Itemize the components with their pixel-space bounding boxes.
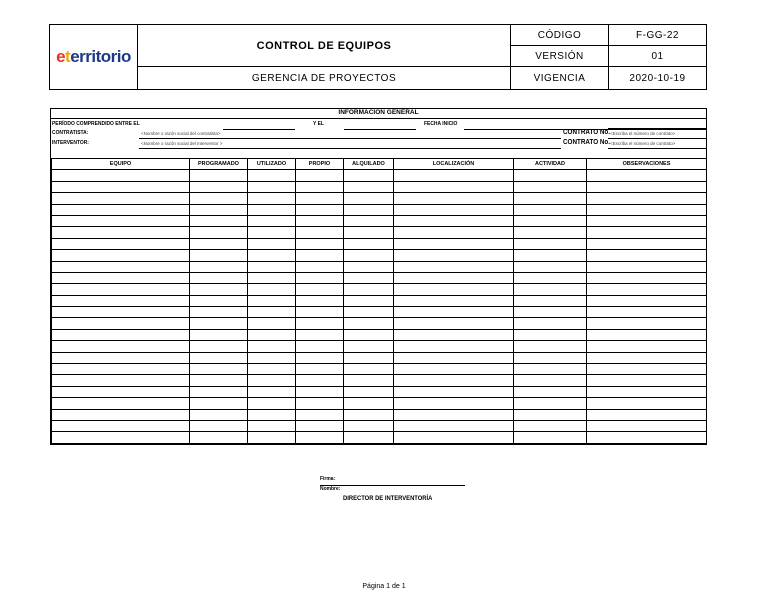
table-row	[52, 341, 707, 352]
table-cell[interactable]	[514, 375, 587, 386]
table-cell[interactable]	[514, 181, 587, 192]
table-cell[interactable]	[344, 295, 394, 306]
table-cell[interactable]	[394, 204, 514, 215]
table-cell[interactable]	[52, 341, 190, 352]
table-row	[52, 204, 707, 215]
table-row	[52, 420, 707, 431]
table-cell[interactable]	[344, 170, 394, 181]
fecha-inicio-label: FECHA INICIO	[424, 121, 458, 127]
table-cell[interactable]	[514, 352, 587, 363]
table-cell[interactable]	[394, 272, 514, 283]
table-cell[interactable]	[248, 284, 296, 295]
table-cell[interactable]	[394, 329, 514, 340]
table-cell[interactable]	[52, 250, 190, 261]
table-cell[interactable]	[587, 170, 707, 181]
table-cell[interactable]	[52, 193, 190, 204]
version-label: VERSIÓN	[511, 46, 609, 67]
table-cell[interactable]	[52, 364, 190, 375]
table-cell[interactable]	[394, 307, 514, 318]
table-cell[interactable]	[248, 170, 296, 181]
table-cell[interactable]	[296, 398, 344, 409]
table-cell[interactable]	[587, 318, 707, 329]
table-cell[interactable]	[248, 193, 296, 204]
table-cell[interactable]	[587, 409, 707, 420]
table-cell[interactable]	[296, 420, 344, 431]
table-cell[interactable]	[394, 364, 514, 375]
table-cell[interactable]	[344, 204, 394, 215]
table-row	[52, 398, 707, 409]
table-row	[52, 318, 707, 329]
table-cell[interactable]	[587, 375, 707, 386]
table-cell[interactable]	[296, 238, 344, 249]
table-cell[interactable]	[587, 386, 707, 397]
table-cell[interactable]	[248, 318, 296, 329]
contratista-field[interactable]: <Nombre o razón social del contratista>	[141, 131, 221, 136]
table-cell[interactable]	[344, 409, 394, 420]
table-cell[interactable]	[190, 398, 248, 409]
table-cell[interactable]	[296, 261, 344, 272]
table-cell[interactable]	[296, 375, 344, 386]
table-cell[interactable]	[52, 307, 190, 318]
table-cell[interactable]	[296, 193, 344, 204]
table-row	[52, 193, 707, 204]
table-cell[interactable]	[296, 215, 344, 226]
table-cell[interactable]	[52, 386, 190, 397]
table-cell[interactable]	[248, 398, 296, 409]
table-cell[interactable]	[514, 364, 587, 375]
table-cell[interactable]	[52, 204, 190, 215]
interventor-underline	[139, 148, 561, 149]
table-row	[52, 432, 707, 443]
table-cell[interactable]	[394, 352, 514, 363]
table-cell[interactable]	[587, 215, 707, 226]
table-cell[interactable]	[344, 284, 394, 295]
table-cell[interactable]	[344, 329, 394, 340]
table-cell[interactable]	[52, 420, 190, 431]
periodo-label: PERÍODO COMPRENDIDO ENTRE EL	[52, 121, 140, 127]
table-cell[interactable]	[52, 227, 190, 238]
table-cell[interactable]	[587, 307, 707, 318]
table-cell[interactable]	[514, 318, 587, 329]
table-row	[52, 238, 707, 249]
column-header: PROPIO	[296, 159, 344, 170]
table-cell[interactable]	[587, 261, 707, 272]
table-cell[interactable]	[394, 193, 514, 204]
table-cell[interactable]	[587, 341, 707, 352]
table-cell[interactable]	[190, 215, 248, 226]
table-cell[interactable]	[190, 341, 248, 352]
table-cell[interactable]	[587, 364, 707, 375]
table-cell[interactable]	[296, 181, 344, 192]
table-cell[interactable]	[344, 261, 394, 272]
periodo-end-field[interactable]	[344, 129, 416, 130]
table-cell[interactable]	[190, 420, 248, 431]
table-cell[interactable]	[344, 364, 394, 375]
table-cell[interactable]	[248, 307, 296, 318]
table-cell[interactable]	[587, 238, 707, 249]
table-cell[interactable]	[248, 352, 296, 363]
table-cell[interactable]	[52, 215, 190, 226]
column-header: PROGRAMADO	[190, 159, 248, 170]
table-cell[interactable]	[394, 284, 514, 295]
column-header: EQUIPO	[52, 159, 190, 170]
contrato-line-2	[608, 138, 706, 139]
table-cell[interactable]	[52, 261, 190, 272]
table-cell[interactable]	[190, 181, 248, 192]
table-cell[interactable]	[344, 341, 394, 352]
column-header: OBSERVACIONES	[587, 159, 707, 170]
table-cell[interactable]	[394, 318, 514, 329]
table-cell[interactable]	[514, 432, 587, 443]
table-row	[52, 284, 707, 295]
table-cell[interactable]	[296, 272, 344, 283]
info-title: INFORMACION GENERAL	[51, 109, 706, 119]
table-cell[interactable]	[296, 329, 344, 340]
table-cell[interactable]	[52, 272, 190, 283]
table-cell[interactable]	[248, 329, 296, 340]
table-cell[interactable]	[394, 261, 514, 272]
table-row	[52, 261, 707, 272]
table-cell[interactable]	[514, 398, 587, 409]
table-cell[interactable]	[344, 250, 394, 261]
table-cell[interactable]	[52, 375, 190, 386]
table-cell[interactable]	[248, 341, 296, 352]
table-cell[interactable]	[394, 386, 514, 397]
table-cell[interactable]	[514, 261, 587, 272]
logo: eterritorio	[50, 25, 138, 89]
table-cell[interactable]	[344, 375, 394, 386]
table-cell[interactable]	[344, 352, 394, 363]
table-cell[interactable]	[296, 364, 344, 375]
table-cell[interactable]	[52, 318, 190, 329]
table-cell[interactable]	[514, 250, 587, 261]
y-el-label: Y EL	[313, 121, 324, 127]
table-cell[interactable]	[248, 261, 296, 272]
vigencia-value: 2020-10-19	[629, 72, 686, 84]
table-cell[interactable]	[190, 284, 248, 295]
document-subtitle: GERENCIA DE PROYECTOS	[138, 67, 511, 89]
table-cell[interactable]	[514, 329, 587, 340]
table-cell[interactable]	[514, 295, 587, 306]
table-cell[interactable]	[344, 227, 394, 238]
table-cell[interactable]	[394, 181, 514, 192]
table-cell[interactable]	[587, 181, 707, 192]
contratista-label: CONTRATISTA:	[52, 130, 89, 136]
table-cell[interactable]	[296, 204, 344, 215]
table-cell[interactable]	[587, 193, 707, 204]
table-cell[interactable]	[587, 420, 707, 431]
table-cell[interactable]	[190, 364, 248, 375]
table-cell[interactable]	[587, 295, 707, 306]
table-cell[interactable]	[296, 284, 344, 295]
table-cell[interactable]	[344, 181, 394, 192]
column-header: LOCALIZACIÓN	[394, 159, 514, 170]
table-cell[interactable]	[190, 295, 248, 306]
table-cell[interactable]	[514, 409, 587, 420]
table-cell[interactable]	[344, 215, 394, 226]
table-cell[interactable]	[248, 250, 296, 261]
table-cell[interactable]	[190, 261, 248, 272]
general-info-section	[50, 108, 707, 445]
table-row	[52, 409, 707, 420]
table-cell[interactable]	[248, 227, 296, 238]
table-cell[interactable]	[190, 329, 248, 340]
table-row	[52, 375, 707, 386]
table-cell[interactable]	[296, 227, 344, 238]
table-row	[52, 307, 707, 318]
document-title: CONTROL DE EQUIPOS	[138, 25, 511, 67]
table-cell[interactable]	[514, 204, 587, 215]
signature-line[interactable]	[320, 485, 465, 486]
table-cell[interactable]	[394, 341, 514, 352]
table-cell[interactable]	[296, 386, 344, 397]
table-cell[interactable]	[190, 170, 248, 181]
table-cell[interactable]	[190, 432, 248, 443]
table-cell[interactable]	[248, 420, 296, 431]
document-header	[49, 24, 707, 90]
table-cell[interactable]	[587, 204, 707, 215]
table-cell[interactable]	[296, 432, 344, 443]
table-cell[interactable]	[248, 375, 296, 386]
table-cell[interactable]	[190, 318, 248, 329]
table-cell[interactable]	[52, 170, 190, 181]
table-cell[interactable]	[394, 420, 514, 431]
table-cell[interactable]	[394, 432, 514, 443]
table-row	[52, 170, 707, 181]
table-cell[interactable]	[248, 215, 296, 226]
table-row	[52, 364, 707, 375]
table-cell[interactable]	[190, 409, 248, 420]
table-cell[interactable]	[296, 250, 344, 261]
column-header: ALQUILADO	[344, 159, 394, 170]
table-row	[52, 250, 707, 261]
contratista-underline	[139, 138, 561, 139]
table-cell[interactable]	[52, 295, 190, 306]
table-row	[52, 181, 707, 192]
vigencia-label: VIGENCIA	[511, 67, 609, 89]
firma-label: Firma:	[320, 476, 336, 482]
table-row	[52, 329, 707, 340]
table-cell[interactable]	[190, 375, 248, 386]
table-cell[interactable]	[52, 432, 190, 443]
table-cell[interactable]	[344, 272, 394, 283]
table-cell[interactable]	[248, 204, 296, 215]
table-cell[interactable]	[587, 227, 707, 238]
table-cell[interactable]	[52, 284, 190, 295]
interventor-label: INTERVENTOR:	[52, 140, 89, 146]
table-cell[interactable]	[394, 227, 514, 238]
table-row	[52, 295, 707, 306]
table-cell[interactable]	[394, 170, 514, 181]
table-cell[interactable]	[344, 432, 394, 443]
table-cell[interactable]	[514, 284, 587, 295]
table-cell[interactable]	[190, 227, 248, 238]
table-cell[interactable]	[248, 272, 296, 283]
table-cell[interactable]	[52, 409, 190, 420]
table-cell[interactable]	[394, 375, 514, 386]
table-cell[interactable]	[344, 318, 394, 329]
contrato-line-1	[608, 128, 706, 129]
table-cell[interactable]	[587, 329, 707, 340]
table-cell[interactable]	[190, 193, 248, 204]
table-cell[interactable]	[296, 409, 344, 420]
table-cell[interactable]	[344, 420, 394, 431]
table-cell[interactable]	[190, 352, 248, 363]
table-cell[interactable]	[248, 181, 296, 192]
table-cell[interactable]	[394, 295, 514, 306]
table-cell[interactable]	[344, 307, 394, 318]
table-cell[interactable]	[514, 227, 587, 238]
table-cell[interactable]	[587, 272, 707, 283]
table-cell[interactable]	[248, 386, 296, 397]
table-cell[interactable]	[296, 307, 344, 318]
interventor-field[interactable]: <Nombre o razón social del Interventor >	[141, 141, 223, 146]
codigo-label: CÓDIGO	[511, 25, 609, 46]
nombre-label: Nombre:	[320, 486, 341, 492]
table-cell[interactable]	[190, 386, 248, 397]
table-cell[interactable]	[52, 352, 190, 363]
periodo-start-field[interactable]	[223, 129, 295, 130]
table-cell[interactable]	[587, 250, 707, 261]
table-row	[52, 227, 707, 238]
page-number: Página 1 de 1	[362, 583, 406, 590]
table-cell[interactable]	[514, 272, 587, 283]
table-cell[interactable]	[514, 170, 587, 181]
table-cell[interactable]	[248, 295, 296, 306]
column-header: UTILIZADO	[248, 159, 296, 170]
table-cell[interactable]	[344, 386, 394, 397]
table-cell[interactable]	[248, 238, 296, 249]
table-cell[interactable]	[587, 284, 707, 295]
table-row	[52, 352, 707, 363]
table-cell[interactable]	[296, 318, 344, 329]
table-cell[interactable]	[296, 295, 344, 306]
table-cell[interactable]	[514, 307, 587, 318]
codigo-value: F-GG-22	[609, 25, 706, 46]
table-cell[interactable]	[248, 432, 296, 443]
table-cell[interactable]	[514, 193, 587, 204]
table-cell[interactable]	[190, 238, 248, 249]
contrato-label-2: CONTRATO No.	[563, 139, 611, 146]
contrato-label-1: CONTRATO No.	[563, 129, 611, 136]
table-cell[interactable]	[190, 272, 248, 283]
version-value: 01	[609, 46, 706, 67]
table-cell[interactable]	[190, 250, 248, 261]
table-cell[interactable]	[190, 307, 248, 318]
column-header: ACTIVIDAD	[514, 159, 587, 170]
table-cell[interactable]	[587, 432, 707, 443]
table-cell[interactable]	[394, 250, 514, 261]
table-cell[interactable]	[248, 409, 296, 420]
table-cell[interactable]	[52, 398, 190, 409]
table-cell[interactable]	[344, 238, 394, 249]
table-cell[interactable]	[394, 409, 514, 420]
table-cell[interactable]	[296, 170, 344, 181]
table-cell[interactable]	[514, 341, 587, 352]
table-cell[interactable]	[52, 238, 190, 249]
table-row	[52, 386, 707, 397]
table-cell[interactable]	[587, 352, 707, 363]
contrato-field-1[interactable]: <Escriba el número de contrato>	[610, 131, 676, 136]
table-cell[interactable]	[344, 398, 394, 409]
contrato-line-3	[608, 148, 706, 149]
table-cell[interactable]	[190, 204, 248, 215]
table-cell[interactable]	[248, 364, 296, 375]
table-cell[interactable]	[296, 341, 344, 352]
contrato-field-2[interactable]: <Escriba el número de contrato>	[610, 141, 676, 146]
table-cell[interactable]	[587, 398, 707, 409]
table-cell[interactable]	[296, 352, 344, 363]
table-cell[interactable]	[394, 398, 514, 409]
table-row	[52, 215, 707, 226]
table-cell[interactable]	[394, 238, 514, 249]
table-cell[interactable]	[514, 238, 587, 249]
table-cell[interactable]	[52, 329, 190, 340]
table-row	[52, 272, 707, 283]
table-cell[interactable]	[344, 193, 394, 204]
table-cell[interactable]	[514, 420, 587, 431]
table-cell[interactable]	[394, 215, 514, 226]
table-cell[interactable]	[52, 181, 190, 192]
table-cell[interactable]	[514, 215, 587, 226]
equipment-table	[51, 158, 707, 444]
table-cell[interactable]	[514, 386, 587, 397]
signer-role: DIRECTOR DE INTERVENTORÍA	[343, 495, 433, 502]
